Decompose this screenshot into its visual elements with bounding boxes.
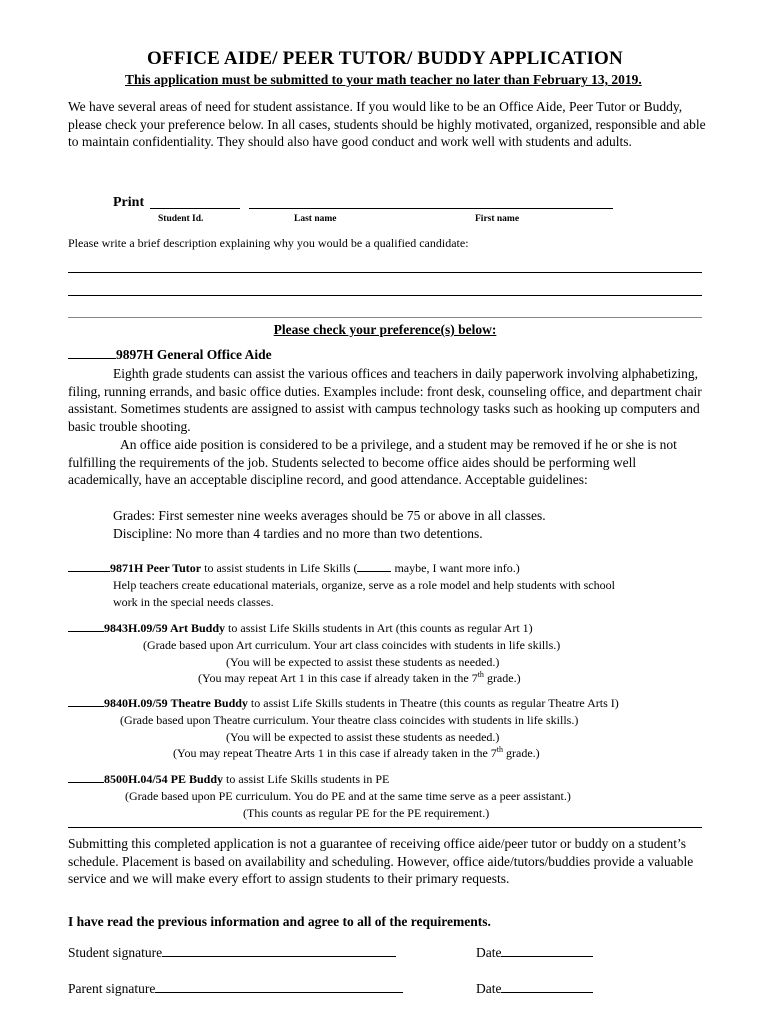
theatre-buddy-detail-3: (You may repeat Theatre Arts 1 in this case if already taken in the 7th grade.) [173,745,540,760]
office-aide-description: Eighth grade students can assist the various offices and teachers in daily paperwork involving alphabetizing, filing, running errands, and basic office duties. Examples include: front desk, counseling office, and department chair assistant. Sometimes students are assigned to assist with campus technology tasks such as hooking up computers and basic trouble shooting. [68,366,702,434]
parent-date-field[interactable] [501,992,593,993]
art-buddy-detail-2: (You will be expected to assist these students as needed.) [226,655,500,669]
peer-tutor-maybe-checkbox[interactable] [357,571,391,572]
theatre-buddy-detail-1: (Grade based upon Theatre curriculum. Your theatre class coincides with students in life skills.) [120,713,579,727]
name-field[interactable] [249,208,613,209]
section-divider [68,827,702,828]
office-aide-checkbox[interactable] [68,358,116,359]
pe-buddy-option [68,772,389,787]
description-line-1[interactable] [68,272,702,273]
pe-buddy-desc: to assist Life Skills students in PE [223,772,390,786]
pe-buddy-code: 8500H.04/54 PE Buddy [104,772,224,786]
peer-tutor-option [68,561,520,576]
first-name-caption: First name [475,214,520,224]
pe-buddy-detail-1: (Grade based upon PE curriculum. You do PE and at the same time serve as a peer assistant.) [125,789,571,803]
description-line-2[interactable] [68,295,702,296]
office-aide-requirements: An office aide position is considered to be a privilege, and a student may be removed if he or she is not fulfilling the requirements of the job. Students selected to become office aides should be performing well academically, have an acceptable discipline record, and good attendance. Acceptable guidelines: [68,437,677,487]
student-id-field[interactable] [150,208,240,209]
agreement-statement: I have read the previous information and agree to all of the requirements. [68,914,491,929]
theatre-buddy-option [68,696,619,711]
pe-buddy-detail-2: (This counts as regular PE for the PE requirement.) [243,806,490,820]
intro-paragraph: We have several areas of need for student assistance. If you would like to be an Office Aide, Peer Tutor or Buddy, please check your preference below. In all cases, students should be highly motivated, organized, responsible and able to maintain confidentiality. They should also have good conduct and work well with students and adults. [68,99,706,149]
art-buddy-code: 9843H.09/59 Art Buddy [104,621,226,635]
peer-tutor-desc: to assist students in Life Skills ( [201,561,358,575]
description-prompt: Please write a brief description explaining why you would be a qualified candidate: [68,236,469,250]
student-date-row [476,945,593,961]
art-buddy-option [68,621,533,636]
theatre-buddy-checkbox[interactable] [68,706,104,707]
peer-tutor-code: 9871H Peer Tutor [110,561,202,575]
pe-buddy-checkbox[interactable] [68,782,104,783]
preferences-heading: Please check your preference(s) below: [273,322,497,337]
print-label: Print [113,195,145,210]
student-signature-row [68,945,396,961]
office-aide-code: 9897H General Office Aide [116,347,272,362]
student-date-label: Date [476,945,502,960]
parent-date-label: Date [476,981,502,996]
student-date-field[interactable] [501,956,593,957]
last-name-caption: Last name [294,214,337,224]
student-id-caption: Student Id. [158,214,204,224]
peer-tutor-maybe: maybe, I want more info.) [391,561,520,575]
discipline-guideline: Discipline: No more than 4 tardies and no more than two detentions. [113,526,483,541]
page-title: OFFICE AIDE/ PEER TUTOR/ BUDDY APPLICATION [147,48,623,69]
peer-tutor-detail-2: work in the special needs classes. [113,595,274,609]
theatre-buddy-desc: to assist Life Skills students in Theatre (this counts as regular Theatre Arts I) [247,696,619,710]
parent-date-row [476,981,593,997]
theatre-buddy-detail-2: (You will be expected to assist these students as needed.) [226,730,500,744]
art-buddy-checkbox[interactable] [68,631,104,632]
art-buddy-detail-1: (Grade based upon Art curriculum. Your art class coincides with students in life skills.) [143,638,561,652]
parent-signature-row [68,981,403,997]
student-signature-label: Student signature [68,945,163,960]
art-buddy-desc: to assist Life Skills students in Art (this counts as regular Art 1) [225,621,533,635]
grades-guideline: Grades: First semester nine weeks averages should be 75 or above in all classes. [113,508,546,523]
description-line-3[interactable] [68,317,702,318]
deadline-notice: This application must be submitted to your math teacher no later than February 13, 2019. [125,72,642,87]
theatre-buddy-code: 9840H.09/59 Theatre Buddy [104,696,248,710]
peer-tutor-detail-1: Help teachers create educational materials, organize, serve as a role model and help students with school [113,578,615,592]
peer-tutor-checkbox[interactable] [68,571,110,572]
parent-signature-field[interactable] [155,992,403,993]
closing-paragraph: Submitting this completed application is not a guarantee of receiving office aide/peer tutor or buddy on a student’s schedule. Placement is based on availability and scheduling. However, office aide/tutors/buddies provide a valuable service and we will make every effort to assign students to their primary requests. [68,836,694,886]
art-buddy-detail-3: (You may repeat Art 1 in this case if already taken in the 7th grade.) [198,670,521,685]
parent-signature-label: Parent signature [68,981,156,996]
office-aide-option [68,347,272,363]
student-signature-field[interactable] [162,956,396,957]
